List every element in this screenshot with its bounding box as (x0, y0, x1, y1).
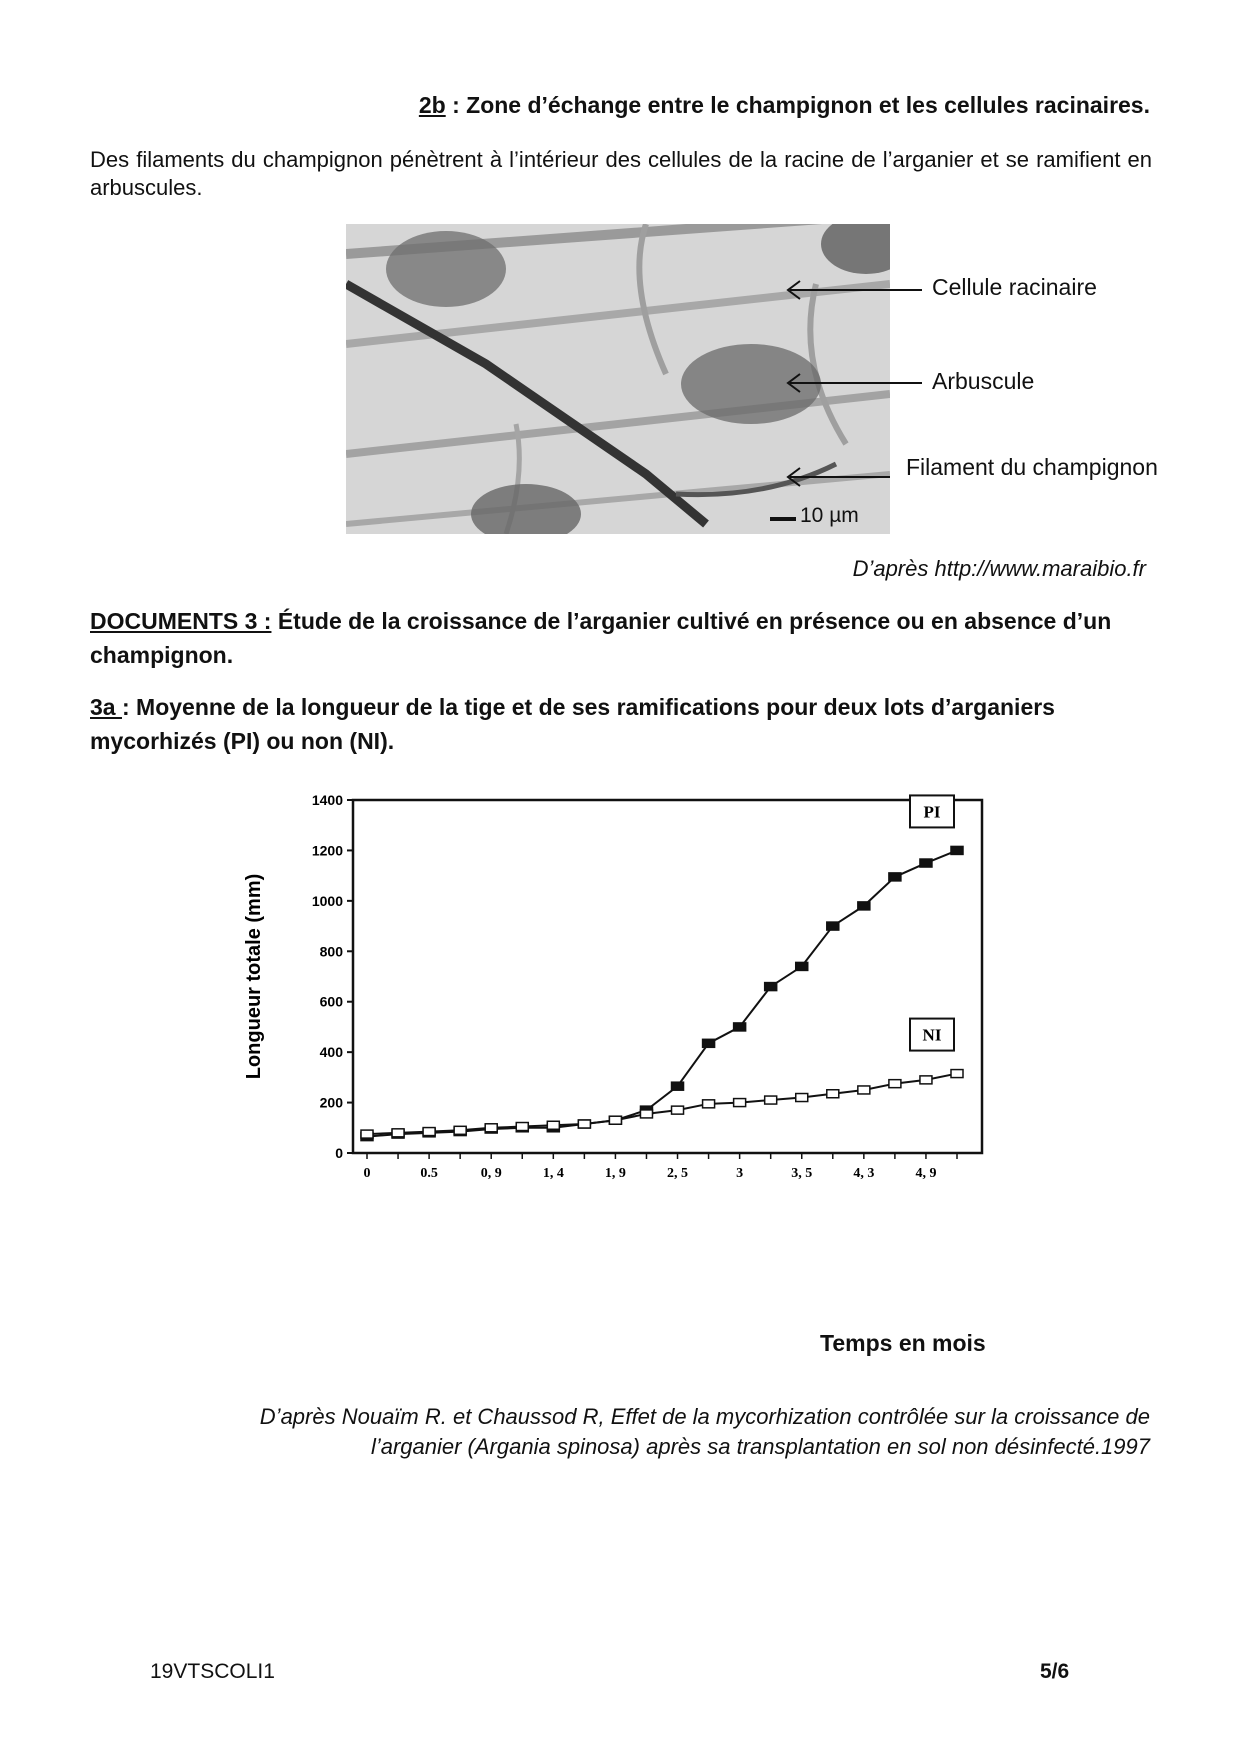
scale-label: 10 µm (800, 504, 859, 527)
section-3a-title: : Moyenne de la longueur de la tige et de ses ramifications pour deux lots d’arganiers mycorhizés (PI) ou non (NI). (90, 694, 1055, 754)
x-tick-label: 1, 4 (542, 1166, 564, 1181)
label-arbuscule: Arbuscule (932, 368, 1035, 394)
section-3a-heading (90, 690, 1150, 758)
footer-page-number: 5/6 (1040, 1660, 1070, 1683)
data-point-ni (703, 1100, 715, 1108)
label-cell: Cellule racinaire (932, 274, 1097, 300)
data-point-ni (951, 1070, 963, 1078)
section-2b-number: 2b (418, 92, 446, 118)
documents-3-prefix: DOCUMENTS 3 : (90, 608, 272, 634)
data-point-ni (578, 1120, 590, 1128)
data-point-ni (516, 1123, 528, 1131)
data-point-pi (858, 902, 870, 910)
data-point-ni (547, 1121, 559, 1129)
data-point-ni (640, 1110, 652, 1118)
legend-label-pi: PI (923, 802, 941, 822)
data-point-pi (889, 873, 901, 881)
x-tick-label: 3, 5 (791, 1166, 813, 1181)
x-tick-label: 0.5 (420, 1166, 438, 1181)
data-point-pi (703, 1039, 715, 1047)
data-point-ni (485, 1124, 497, 1132)
y-tick-label: 800 (319, 943, 343, 960)
x-tick-label: 0, 9 (480, 1166, 502, 1181)
data-point-ni (423, 1128, 435, 1136)
x-tick-label: 3 (736, 1166, 744, 1181)
label-filament: Filament du champignon (906, 454, 1158, 480)
data-point-ni (392, 1129, 404, 1137)
section-2b-heading (90, 92, 1150, 119)
chart-source-line2: l’arganier (Argania spinosa) après sa transplantation en sol non désinfecté.1997 (370, 1434, 1150, 1459)
data-point-ni (889, 1080, 901, 1088)
x-tick-label: 4, 3 (853, 1166, 875, 1181)
footer-code: 19VTSCOLI1 (150, 1660, 275, 1683)
data-point-ni (734, 1099, 746, 1107)
data-point-pi (734, 1023, 746, 1031)
y-tick-label: 1200 (311, 842, 343, 859)
documents-3-heading (90, 604, 1150, 672)
y-tick-label: 200 (319, 1094, 343, 1111)
growth-chart (220, 780, 1020, 1250)
data-point-ni (827, 1090, 839, 1098)
x-tick-label: 1, 9 (604, 1166, 626, 1181)
data-point-pi (827, 922, 839, 930)
data-point-ni (609, 1116, 621, 1124)
plot-frame (353, 800, 982, 1153)
y-tick-label: 0 (335, 1145, 343, 1161)
y-tick-label: 600 (319, 993, 343, 1010)
y-tick-label: 1400 (311, 792, 343, 808)
x-tick-label: 4, 9 (915, 1166, 937, 1181)
x-tick-label: 0 (363, 1166, 371, 1181)
chart-source (130, 1402, 1150, 1462)
data-point-pi (765, 983, 777, 991)
x-axis-label: Temps en mois (820, 1330, 986, 1356)
data-point-ni (858, 1086, 870, 1094)
y-tick-label: 1000 (311, 892, 343, 909)
section-2b-title: : Zone d’échange entre le champignon et les cellules racinaires. (445, 92, 1150, 118)
data-point-ni (765, 1096, 777, 1104)
series-line-ni (367, 1074, 957, 1135)
data-point-ni (920, 1076, 932, 1084)
data-point-pi (951, 846, 963, 854)
section-2b-paragraph: Des filaments du champignon pénètrent à l’intérieur des cellules de la racine de l’arganier et se ramifient en arbuscules. (90, 147, 1152, 200)
y-axis-label: Longueur totale (mm) (243, 873, 265, 1080)
data-point-ni (796, 1094, 808, 1102)
data-point-ni (672, 1106, 684, 1114)
legend-label-ni: NI (922, 1025, 942, 1045)
documents-3-title: Étude de la croissance de l’arganier cultivé en présence ou en absence d’un champignon. (90, 608, 1112, 668)
data-point-pi (920, 859, 932, 867)
chart-source-line1: D’après Nouaïm R. et Chaussod R, Effet de la mycorhization contrôlée sur la croissance de (259, 1404, 1150, 1429)
y-tick-label: 400 (319, 1044, 343, 1061)
data-point-pi (796, 962, 808, 970)
x-tick-label: 2, 5 (667, 1166, 689, 1181)
micrograph-source: D’après http://www.maraibio.fr (852, 556, 1146, 581)
data-point-pi (672, 1082, 684, 1090)
section-3a-number: 3a (90, 694, 122, 720)
data-point-ni (454, 1126, 466, 1134)
data-point-ni (361, 1130, 373, 1138)
